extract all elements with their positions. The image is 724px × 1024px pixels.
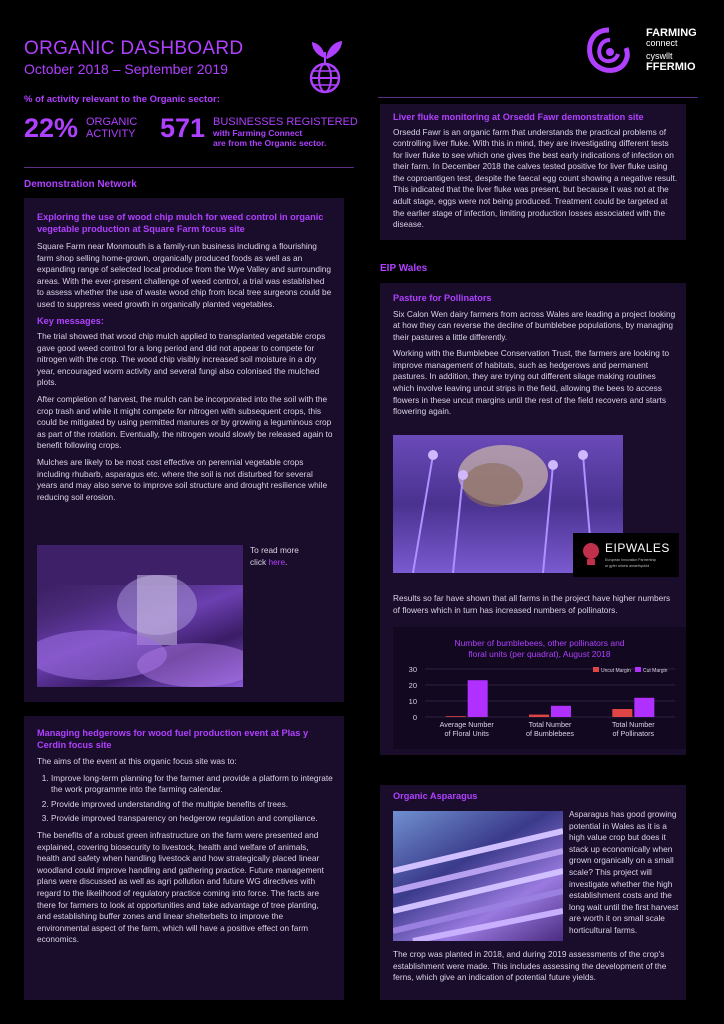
businesses-registered-value: 571 (160, 113, 206, 143)
hedgerows-title: Managing hedgerows for wood fuel production event at Plas y Cerdin focus site (37, 728, 309, 750)
chart-bar-cut-margin (551, 706, 571, 717)
chart-plot (393, 661, 686, 749)
eip-logo-text: EIPWALES (605, 541, 670, 555)
hedgerows-aim-1: 1. Improve long-term planning for the farmer and provide a platform to integrate the work programme into the farming calendar. (51, 773, 333, 796)
hedgerows-body: The benefits of a robust green infrastructure on the farm were presented and explained, covering biosecurity to livestock, health and welfare of animals, health and safety when handling livestock and how strategically placed linear woodland could improve handling and gathering practice. Future management plans were discussed as well as agri pollution and future WG directives with regard to the likelihood of regulatory practice coming into force. The facts are there for farmers to look at opportunities and take advantage of tree planting, and establishing buffer zones and linear shelterbelts to improve the environmental aspect of the farm, which will have a positive effect on farm economics. (37, 829, 324, 945)
asparagus-p1: Asparagus has good growing potential in Wales as it is a high value crop but does it stack up economically when grown organically on a small scale? This project will investigate whether the high establishment costs and the long wait until the first harvest are worth it on small scale horticultural farms. (569, 809, 679, 935)
chart-x-tick-label: of Bumblebees (526, 729, 574, 738)
chart-y-tick-label: 0 (412, 713, 417, 722)
chart-bar-uncut-margin (612, 709, 632, 717)
hedgerows-content (37, 728, 333, 951)
key-messages-heading: Key messages: (37, 315, 104, 326)
section-eip-wales: EIP Wales (380, 263, 428, 274)
divider-right-top (378, 97, 698, 98)
liver-fluke-content (393, 112, 679, 236)
stat2-line2: with Farming Connect (213, 128, 303, 138)
logo-text-ffermio: FFERMIO (646, 61, 696, 73)
organic-activity-value: 22% (24, 113, 79, 143)
chart-bar-cut-margin (468, 680, 488, 717)
logo-text-farming: FARMING (646, 27, 697, 39)
chart-y-tick-label: 10 (408, 697, 417, 706)
eip-wales-logo (573, 533, 679, 577)
stat-intro: % of activity relevant to the Organic sector: (24, 94, 220, 105)
hedgerows-aim-2: 2. Provide improved understanding of the multiple benefits of trees. (51, 799, 333, 811)
key-message-2: After completion of harvest, the mulch can be incorporated into the soil with the crop trash and while it might compete for nitrogen with subsequent crops, this could be mitigated by using permitted manures or by growing a leguminous crop as part of the rotation. Eventually, the nitrogen would slowly be released again to benefit following crops. (37, 394, 333, 451)
pollinators-p1: Six Calon Wen dairy farmers from across Wales are leading a project looking at how they can reverse the decline of bumblebee populations, by managing their pastures a little differently. (393, 308, 676, 342)
hedgerows-aims-list (37, 773, 333, 825)
lightbulb-icon (581, 541, 601, 569)
logo-text-connect: connect (646, 38, 678, 48)
pollinator-chart (393, 627, 686, 749)
chart-x-tick-label: of Pollinators (612, 729, 655, 738)
hedgerows-aim-3: 3. Provide improved transparency on hedgerow regulation and compliance. (51, 813, 333, 825)
liver-fluke-body: Orsedd Fawr is an organic farm that understands the practical problems of controlling liver fluke. With this in mind, they are investigating different tests for liver fluke to see which one gives the best early indications of infection on their farm. In December 2018 the calves tested positive for liver fluke using the coproantigen test, despite the faecal egg count showing a negative result. This indicated that the liver fluke was present, but because it was not at the adult stage, eggs were not being produced. Treatment could be targeted at the earlier stage of infection, limiting production losses associated with the disease. (393, 126, 678, 230)
globe-plant-icon (300, 38, 350, 94)
read-more-text (250, 545, 299, 568)
chart-y-tick-label: 30 (408, 665, 417, 674)
liver-fluke-panel (380, 104, 686, 240)
chart-x-tick-label: Total Number (611, 720, 655, 729)
logo-swirl-icon (586, 26, 632, 76)
asparagus-title: Organic Asparagus (393, 791, 478, 801)
chart-bar-cut-margin (634, 698, 654, 717)
stat2-line1: BUSINESSES REGISTERED (213, 116, 358, 128)
chart-legend-label: Cut Margin (643, 668, 668, 674)
wood-chip-intro: Square Farm near Monmouth is a family-run business including a flourishing farm shop selling home-grown, organically produced foods as well as an expanding range of selected local produce from the Wye Valley and surrounding areas. With the ever-present challenge of weed control, a trial was established to assess whether the use of waste wood chip from local tree surgeons could be used to suppress weed growth in organically planted vegetables. (37, 241, 332, 309)
chart-x-tick-label: of Floral Units (444, 729, 489, 738)
click-label: click (250, 556, 267, 567)
liver-fluke-title: Liver fluke monitoring at Orsedd Fawr demonstration site (393, 112, 644, 122)
asparagus-panel (380, 785, 686, 1000)
logo-text-cyswllt: cyswllt (646, 51, 673, 61)
asparagus-photo (393, 811, 563, 941)
key-message-3: Mulches are likely to be most cost effective on perennial vegetable crops including rhubarb, asparagus etc. where the soil is not disturbed for several years and may also serve to improve soil structure and drought resilience while reducing soil erosion. (37, 457, 328, 502)
chart-legend-swatch (593, 667, 599, 672)
stat2-line3: are from the Organic sector. (213, 138, 327, 148)
chart-bar-uncut-margin (529, 715, 549, 717)
eip-logo-small2: ar gyfer arloesi amaethyddol (605, 564, 650, 568)
page-period: October 2018 – September 2019 (24, 61, 228, 77)
pollinators-p2: Working with the Bumblebee Conservation Trust, the farmers are looking to improve management of habitats, such as hedgerows and permanent pastures. In addition, they are trying out different silage making routines which involve leaving uncut strips in the field, allowing the bees to access flowers in these uncut margins until the rest of the field recovers and starts flowering again. (393, 348, 670, 417)
read-more-line2 (250, 557, 299, 569)
section-demonstration-network: Demonstration Network (24, 179, 137, 190)
asparagus-p2: The crop was planted in 2018, and during 2019 assessments of the crop's establishment were made. This includes assessing the development of the ferns, which give an indication of potential future yields. (393, 949, 667, 983)
businesses-registered-label (213, 116, 358, 148)
chart-bar-uncut-margin (446, 716, 466, 717)
farming-connect-logo (586, 26, 706, 76)
stat1-line1: ORGANIC (86, 116, 138, 128)
chart-legend-swatch (635, 667, 641, 672)
wood-chip-title: Exploring the use of wood chip mulch for weed control in organic vegetable production at Square Farm focus site (37, 212, 324, 234)
page-title: ORGANIC DASHBOARD (24, 38, 244, 59)
stat1-line2: ACTIVITY (86, 128, 136, 140)
read-more-line1: To read more (250, 545, 299, 555)
divider-left-top (24, 167, 354, 168)
chart-title-line1: Number of bumblebees, other pollinators and (454, 638, 625, 648)
wood-chip-content (37, 212, 333, 508)
chart-title-line2: floral units (per quadrat), August 2018 (468, 649, 611, 659)
chart-y-tick-label: 20 (408, 681, 417, 690)
pollinators-results: Results so far have shown that all farms in the project have higher numbers of flowers which in turn has increased numbers of pollinators. (393, 593, 671, 615)
read-more-link[interactable]: here (268, 556, 286, 567)
chart-x-tick-label: Total Number (528, 720, 572, 729)
eip-logo-small: European Innovation Partnership (605, 558, 657, 562)
hedgerows-intro: The aims of the event at this organic focus site was to: (37, 756, 237, 766)
wood-chip-photo (37, 545, 243, 687)
chart-legend-label: Uncut Margin (601, 668, 631, 674)
key-message-1: The trial showed that wood chip mulch applied to transplanted vegetable crops gave good weed control for a long period and did not appear to compete for nitrogen with the crop. The wood chip visibly increased soil moisture in a dry year, encouraged worm activity and several fungi also colonised the mulched plots. (37, 331, 326, 388)
read-more-period: . (285, 556, 288, 567)
organic-activity-label (86, 116, 137, 140)
chart-x-tick-label: Average Number (439, 720, 494, 729)
pollinators-title: Pasture for Pollinators (393, 293, 492, 303)
wood-chip-panel (24, 198, 344, 702)
pollinators-content (393, 293, 679, 423)
hedgerows-panel (24, 716, 344, 1000)
